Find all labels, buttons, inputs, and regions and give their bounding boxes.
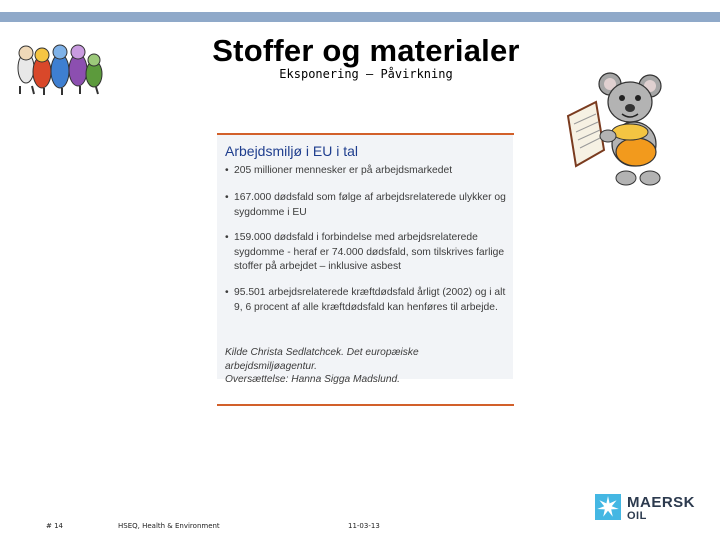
card-heading: Arbejdsmiljø i EU i tal (225, 143, 359, 159)
top-accent-bar (0, 12, 720, 22)
footer-department: HSEQ, Health & Environment (118, 522, 220, 530)
bullet-marker: • (225, 192, 229, 203)
list-item (225, 191, 507, 220)
slide-subtitle: Eksponering – Påvirkning (279, 67, 453, 81)
bullet-marker: • (225, 165, 229, 176)
footer-date: 11-03-13 (348, 522, 380, 530)
list-item (225, 286, 507, 315)
eu-statistics-card (217, 135, 513, 385)
logo-subword: OIL (627, 510, 647, 522)
list-item (225, 164, 505, 179)
list-item-text: 205 millioner mennesker er på arbejdsmarkedet (234, 165, 453, 176)
list-item-text: 159.000 dødsfald i forbindelse med arbejdsrelaterede sygdomme - heraf er 74.000 dødsfald, som tilskrives farlige stoffer på arbejdet – inklusive asbest (234, 232, 505, 272)
slide-title: Stoffer og materialer (212, 33, 520, 68)
translator-line: Oversættelse: Hanna Sigga Madslund. (225, 374, 400, 385)
logo-wordmark: MAERSK (627, 494, 696, 511)
source-line: Kilde Christa Sedlatchcek. Det europæiske arbejdsmiljøagentur. (225, 347, 419, 372)
seven-pointed-star-icon (595, 494, 621, 520)
source-citation (225, 346, 509, 387)
bullet-marker: • (225, 287, 229, 298)
list-item-text: 95.501 arbejdsrelaterede kræftdødsfald årligt (2002) og i alt 9, 6 procent af alle kræftdødsfald kan henføres til arbejde. (234, 287, 506, 313)
card-bottom-rule (217, 404, 514, 406)
bullet-marker: • (225, 232, 229, 243)
list-item (225, 231, 507, 275)
slide-number: # 14 (46, 522, 63, 530)
list-item-text: 167.000 dødsfald som følge af arbejdsrelaterede ulykker og sygdomme i EU (234, 192, 506, 218)
koala-reading-clipart (562, 72, 674, 190)
